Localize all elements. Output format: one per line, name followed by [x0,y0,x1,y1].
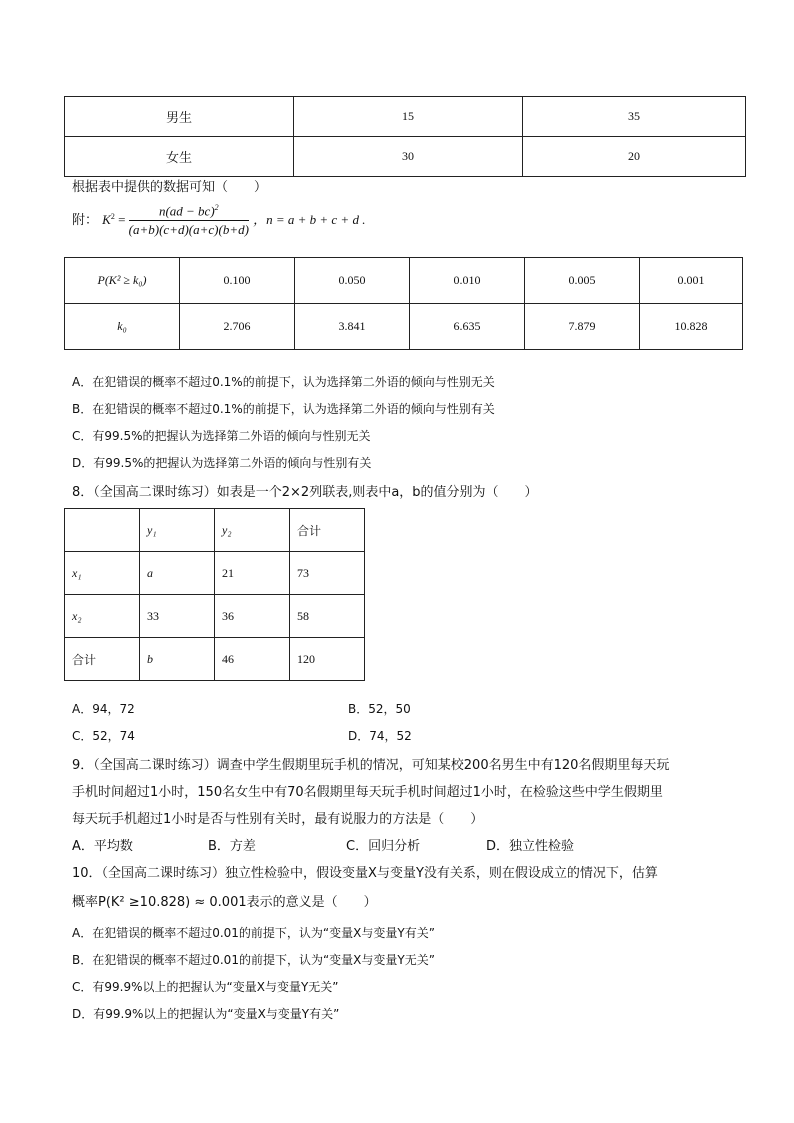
table-cell: 女生 [65,137,294,177]
q8-option-a: A．94，72 [72,702,135,716]
q10-line-2: 概率P(K² ≥10.828) ≈ 0.001表示的意义是（ ） [72,895,377,910]
table-cell: 0.100 [180,258,295,304]
q10-line-1: 10．（全国高二课时练习）独立性检验中，假设变量X与变量Y没有关系，则在假设成立的情况下，估算 [72,866,658,881]
table-header-cell: 合计 [290,509,365,552]
q9-line-3: 每天玩手机超过1小时是否与性别有关时，最有说服力的方法是（ ） [72,812,484,827]
table-cell: 58 [290,595,365,638]
critical-value-table [64,257,743,350]
q8-option-d: D．74，52 [348,729,412,743]
table-cell: 21 [215,552,290,595]
formula-tail: ，n = a + b + c + d . [253,212,366,228]
table-cell: 33 [140,595,215,638]
q9-option-b: B．方差 [208,839,256,854]
table-row [65,258,743,304]
q7-formula: 附： $K^2$ = $\frac{n(ad - bc)^2}{(a+b)(c+d)(a+c)(b+d)}$ ，n = a + b + c + d . [72,203,366,238]
table-cell: 35 [523,97,746,137]
q9-line-2: 手机时间超过1小时，150名女生中有70名假期里每天玩手机时间超过1小时，在检验这些中学生假期里 [72,785,663,800]
formula-eq: = [114,212,129,228]
q7-option-b: B．在犯错误的概率不超过0.1%的前提下，认为选择第二外语的倾向与性别有关 [72,402,495,416]
table-cell: 36 [215,595,290,638]
table-row [65,595,365,638]
table-header-cell: y₁ [140,509,215,552]
table-cell: 3.841 [295,304,410,350]
table-row [65,137,746,177]
table-cell: 0.005 [525,258,640,304]
q10-option-a: A．在犯错误的概率不超过0.01的前提下，认为“变量X与变量Y有关” [72,926,435,940]
table-cell: b [140,638,215,681]
table-cell: 120 [290,638,365,681]
q7-option-d: D．有99.5%的把握认为选择第二外语的倾向与性别有关 [72,456,372,470]
q10-option-b: B．在犯错误的概率不超过0.01的前提下，认为“变量X与变量Y无关” [72,953,435,967]
table-cell: 0.010 [410,258,525,304]
table-header-cell: k₀ [65,304,180,350]
table-cell: 73 [290,552,365,595]
table-row [65,509,365,552]
contingency-table [64,508,365,681]
table-row [65,304,743,350]
table-row [65,552,365,595]
q7-option-a: A．在犯错误的概率不超过0.1%的前提下，认为选择第二外语的倾向与性别无关 [72,375,495,389]
table-cell: 2.706 [180,304,295,350]
table-cell: 46 [215,638,290,681]
formula-k: K [102,212,111,228]
formula-fraction: $\frac{n(ad - bc)^2}{(a+b)(c+d)(a+c)(b+d)}$ [128,203,249,238]
q8-stem: 8．（全国高二课时练习）如表是一个2×2列联表,则表中a，b的值分别为（ ） [72,485,538,500]
q9-line-1: 9．（全国高二课时练习）调查中学生假期里玩手机的情况，可知某校200名男生中有120名假期里每天玩 [72,758,670,773]
table-row [65,638,365,681]
q9-option-c: C．回归分析 [346,839,421,854]
table-cell: 10.828 [640,304,743,350]
table-cell: a [140,552,215,595]
q9-option-d: D．独立性检验 [486,839,575,854]
table-cell: 合计 [65,638,140,681]
table-cell: 男生 [65,97,294,137]
q8-option-b: B．52，50 [348,702,411,716]
table-cell: 0.050 [295,258,410,304]
gender-table [64,96,746,177]
table-cell: 15 [294,97,523,137]
q10-option-c: C．有99.9%以上的把握认为“变量X与变量Y无关” [72,980,339,994]
q10-option-d: D．有99.9%以上的把握认为“变量X与变量Y有关” [72,1007,340,1021]
table-cell: 0.001 [640,258,743,304]
formula-prefix: 附： [72,213,99,229]
formula-numerator: n(ad − bc) [158,203,215,219]
table-header-cell [65,509,140,552]
table-header-cell: P(K² ≥ k₀) [65,258,180,304]
q7-stem: 根据表中提供的数据可知（ ） [72,180,268,195]
table-cell: 30 [294,137,523,177]
formula-denominator: (a+b)(c+d)(a+c)(b+d) [128,222,249,238]
table-header-cell: y₂ [215,509,290,552]
table-row [65,97,746,137]
q7-option-c: C．有99.5%的把握认为选择第二外语的倾向与性别无关 [72,429,371,443]
table-cell: 6.635 [410,304,525,350]
q8-option-c: C．52，74 [72,729,135,743]
table-cell: 20 [523,137,746,177]
table-cell: 7.879 [525,304,640,350]
q9-option-a: A．平均数 [72,839,133,854]
table-cell: x₂ [65,595,140,638]
table-cell: x₁ [65,552,140,595]
